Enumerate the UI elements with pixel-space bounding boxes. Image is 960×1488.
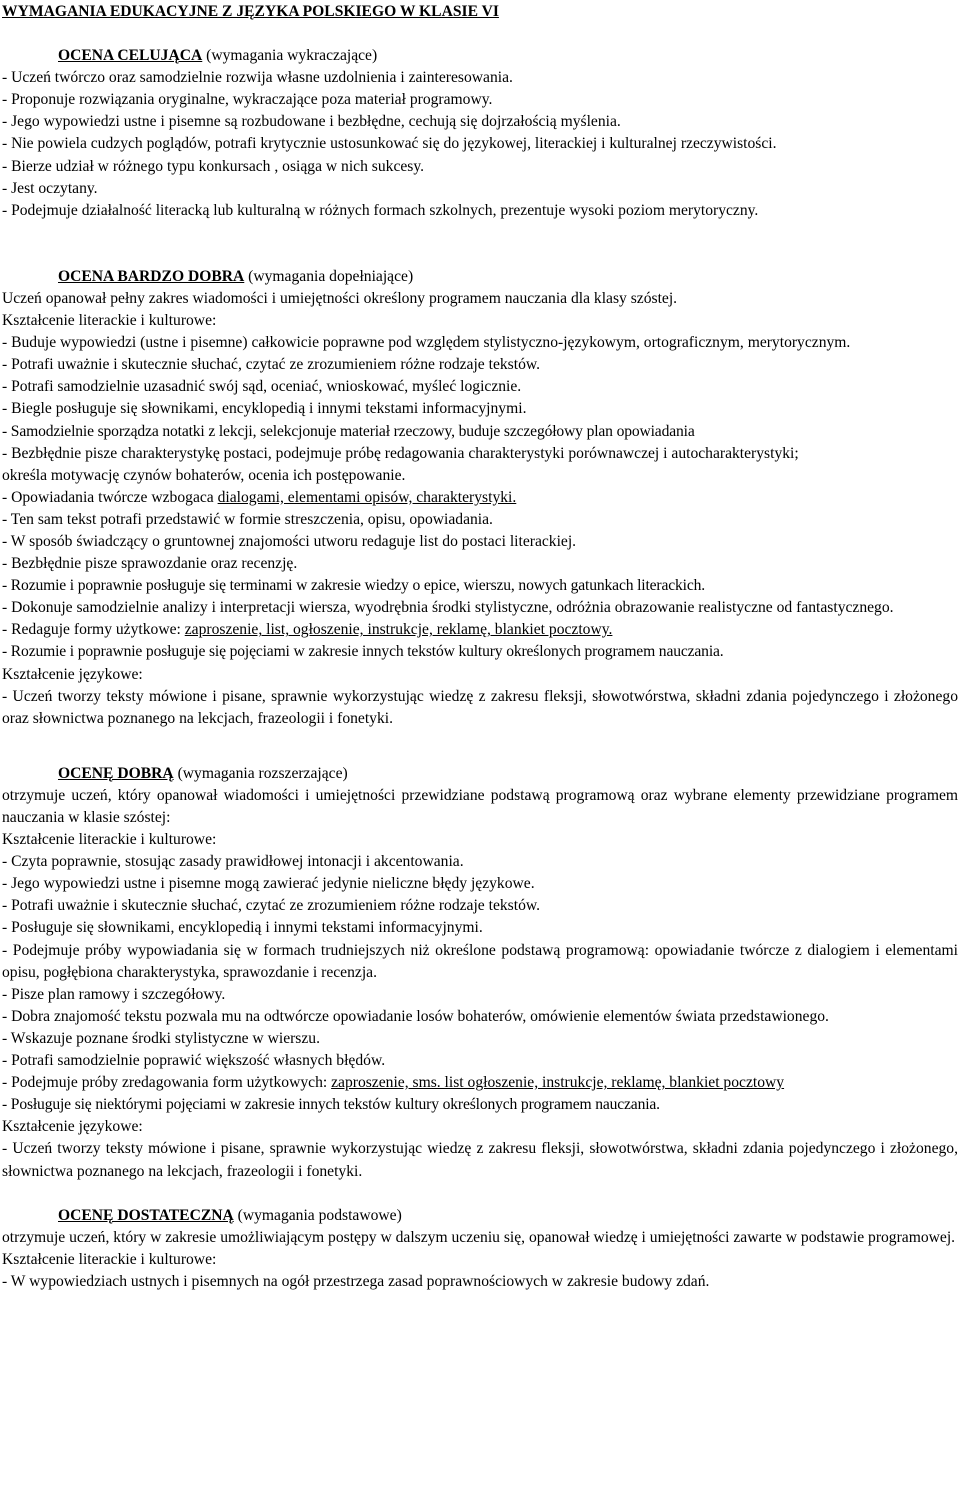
section-intro: Uczeń opanował pełny zakres wiadomości i umiejętności określony programem nauczania dla klasy szóstej. [2, 289, 678, 307]
list-item: określa motywację czynów bohaterów, ocenia ich postępowanie. [2, 466, 406, 484]
list-item: - Samodzielnie sporządza notatki z lekcji, selekcjonuje materiał rzeczowy, buduje szczegółowy plan opowiadania [2, 422, 695, 440]
list-item: - Nie powiela cudzych poglądów, potrafi krytycznie ustosunkować się do językowej, literackiej i kulturalnej rzeczywistości. [2, 135, 777, 153]
grade-note: (wymagania podstawowe) [233, 1206, 402, 1224]
subsection-heading: Kształcenie literackie i kulturowe: [2, 831, 217, 849]
document-page [0, 1, 960, 1293]
list-item [2, 1072, 958, 1094]
grade-name: OCENĘ DOSTATECZNĄ [58, 1206, 234, 1224]
list-item: - Bezbłędnie pisze charakterystykę postaci, podejmuje próbę redagowania charakterystyki porównawczej i autocharakterystyki; [2, 444, 799, 462]
subsection-heading: Kształcenie językowe: [2, 665, 143, 683]
list-item: - Jego wypowiedzi ustne i pisemne mogą zawierać jedynie nieliczne błędy językowe. [2, 875, 535, 893]
list-item [2, 619, 958, 641]
grade-name: OCENĘ DOBRĄ [58, 764, 174, 782]
document-title: WYMAGANIA EDUKACYJNE Z JĘZYKA POLSKIEGO W KLASIE VI [2, 3, 499, 20]
section-dobra [2, 763, 958, 1183]
grade-note: (wymagania wykraczające) [202, 47, 378, 65]
list-item: - Potrafi samodzielnie poprawić większość własnych błędów. [2, 1052, 386, 1070]
list-item: - W wypowiedziach ustnych i pisemnych na ogół przestrzega zasad poprawnościowych w zakresie budowy zdań. [2, 1272, 710, 1290]
underlined-text: zaproszenie, list, ogłoszenie, instrukcje, reklamę, blankiet pocztowy. [184, 621, 613, 639]
section-spacer [2, 730, 958, 763]
underlined-text: zaproszenie, sms. list ogłoszenie, instrukcje, reklamę, blankiet pocztowy [331, 1074, 785, 1092]
grade-note: (wymagania rozszerzające) [173, 764, 348, 782]
subsection-heading: Kształcenie literackie i kulturowe: [2, 312, 217, 330]
section-heading [2, 1205, 958, 1227]
list-item-text: - Opowiadania twórcze wzbogaca [2, 488, 218, 506]
list-item: - Potrafi samodzielnie uzasadnić swój sąd, oceniać, wnioskować, myśleć logicznie. [2, 378, 522, 396]
list-item: - Ten sam tekst potrafi przedstawić w formie streszczenia, opisu, opowiadania. [2, 510, 493, 528]
section-celujaca [2, 45, 958, 222]
list-item: - Posługuje się słownikami, encyklopedią i innymi tekstami informacyjnymi. [2, 919, 483, 937]
list-item: - Dokonuje samodzielnie analizy i interpretacji wiersza, wyodrębnia środki stylistyczne, odróżnia obrazowanie realistyczne od fantastycznego. [2, 599, 894, 617]
list-item: - Rozumie i poprawnie posługuje się terminami w zakresie wiedzy o epice, wierszu, nowych gatunkach literackich. [2, 577, 706, 595]
section-heading [2, 763, 958, 785]
underlined-text: dialogami, elementami opisów, charakterystyki. [217, 488, 517, 506]
list-item: - Biegle posługuje się słownikami, encyklopedią i innymi tekstami informacyjnymi. [2, 400, 527, 418]
list-item: - Uczeń tworzy teksty mówione i pisane, sprawnie wykorzystując wiedzę z zakresu fleksji, słowotwórstwa, składni zdania pojedynczego i złożonego oraz słownictwa poznanego na lekcjach, frazeologii i fonetyki. [2, 687, 958, 727]
list-item: - Bierze udział w różnego typu konkursach , osiąga w nich sukcesy. [2, 157, 425, 175]
section-bardzo-dobra [2, 266, 958, 730]
list-item: - Dobra znajomość tekstu pozwala mu na odtwórcze opowiadanie losów bohaterów, omówienie elementów świata przedstawionego. [2, 1007, 829, 1025]
subsection-heading: Kształcenie literackie i kulturowe: [2, 1250, 217, 1268]
list-item [2, 487, 958, 509]
list-item: - Bezbłędnie pisze sprawozdanie oraz recenzję. [2, 555, 298, 573]
list-item: - W sposób świadczący o gruntownej znajomości utworu redaguje list do postaci literackiej. [2, 532, 577, 550]
section-intro: otrzymuje uczeń, który opanował wiadomości i umiejętności przewidziane podstawą programową oraz wybrane elementy przewidziane programem nauczania w klasie szóstej: [2, 786, 958, 826]
section-dostateczna [2, 1205, 958, 1293]
section-heading [2, 266, 958, 288]
section-heading [2, 45, 958, 67]
section-spacer [2, 222, 958, 266]
grade-note: (wymagania dopełniające) [244, 267, 414, 285]
list-item: - Jest oczytany. [2, 179, 98, 197]
list-item: - Buduje wypowiedzi (ustne i pisemne) całkowicie poprawne pod względem stylistyczno-językowym, ortograficznym, merytorycznym. [2, 334, 851, 352]
list-item: - Potrafi uważnie i skutecznie słuchać, czytać ze zrozumieniem różne rodzaje tekstów. [2, 356, 541, 374]
list-item: - Wskazuje poznane środki stylistyczne w wierszu. [2, 1029, 320, 1047]
list-item: - Proponuje rozwiązania oryginalne, wykraczające poza materiał programowy. [2, 91, 493, 109]
grade-name: OCENA CELUJĄCA [58, 47, 203, 65]
list-item: - Podejmuje próby wypowiadania się w formach trudniejszych niż określone podstawą programową: opowiadanie twórcze z dialogiem i elementami opisu, pogłębiona charakterystyka, sprawozdanie i recenzja. [2, 941, 958, 981]
list-item: - Posługuje się niektórymi pojęciami w zakresie innych tekstów kultury określonych programem nauczania. [2, 1096, 660, 1114]
list-item: - Czyta poprawnie, stosując zasady prawidłowej intonacji i akcentowania. [2, 853, 464, 871]
list-item: - Potrafi uważnie i skutecznie słuchać, czytać ze zrozumieniem różne rodzaje tekstów. [2, 897, 541, 915]
list-item: - Pisze plan ramowy i szczegółowy. [2, 985, 226, 1003]
list-item: - Uczeń twórczo oraz samodzielnie rozwija własne uzdolnienia i zainteresowania. [2, 69, 513, 87]
grade-name: OCENA BARDZO DOBRA [58, 267, 245, 285]
list-item: - Jego wypowiedzi ustne i pisemne są rozbudowane i bezbłędne, cechują się dojrzałością myślenia. [2, 113, 621, 131]
list-item: - Rozumie i poprawnie posługuje się pojęciami w zakresie innych tekstów kultury określonych programem nauczania. [2, 643, 724, 661]
list-item: - Uczeń tworzy teksty mówione i pisane, sprawnie wykorzystując wiedzę z zakresu fleksji, słowotwórstwa, składni zdania pojedynczego i złożonego, słownictwa poznanego na lekcjach, frazeologii i fonetyki. [2, 1140, 958, 1180]
list-item-text: - Redaguje formy użytkowe: [2, 621, 185, 639]
section-spacer [2, 1183, 958, 1205]
list-item-text: - Podejmuje próby zredagowania form użytkowych: [2, 1074, 332, 1092]
subsection-heading: Kształcenie językowe: [2, 1118, 143, 1136]
list-item: - Podejmuje działalność literacką lub kulturalną w różnych formach szkolnych, prezentuje wysoki poziom merytoryczny. [2, 201, 759, 219]
section-intro: otrzymuje uczeń, który w zakresie umożliwiającym postępy w dalszym uczeniu się, opanował wiedzę i umiejętności zawarte w podstawie programowej. [2, 1228, 956, 1246]
